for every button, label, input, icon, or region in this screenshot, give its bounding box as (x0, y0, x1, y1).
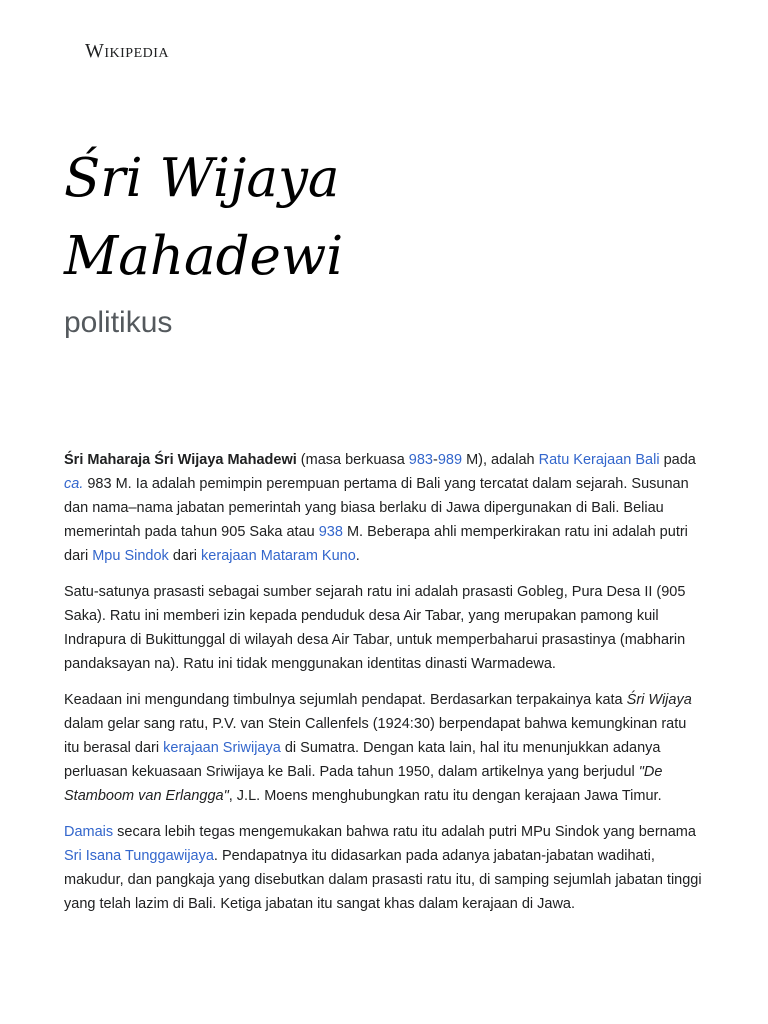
article-text: Satu-satunya prasasti sebagai sumber sejarah ratu ini adalah prasasti Gobleg, Pura Desa II (905 Saka). Ratu ini memberi izin kepada penduduk desa Air Tabar, yang merupakan pamong kuil Indrapura di Bukittunggal di wilayah desa Air Tabar, untuk memperbaharui prasastinya (mabharin pandaksayan na). Ratu ini tidak menggunakan identitas dinasti Warmadewa. (64, 584, 686, 672)
article-text: M), adalah (462, 452, 539, 468)
article-text: - (433, 452, 438, 468)
article-text: , J.L. Moens menghubungkan ratu itu dengan kerajaan Jawa Timur. (228, 788, 662, 804)
page-title (64, 140, 704, 296)
article-link[interactable]: kerajaan Sriwijaya (163, 740, 281, 756)
article-text: . Pendapatnya itu didasarkan pada adanya jabatan-jabatan wadihati, makudur, dan pangkaja yang disebutkan dalam prasasti ratu itu, di samping sejumlah jabatan tinggi yang telah lazim di Bali. Ketiga jabatan itu sangat khas dalam kerajaan di Jawa. (64, 848, 702, 912)
article-text: (masa berkuasa (296, 452, 409, 468)
article-link[interactable]: Ratu (538, 452, 570, 468)
article-paragraph (64, 448, 704, 568)
article-link[interactable]: 938 (318, 524, 343, 540)
article-link[interactable]: ca. (64, 476, 84, 492)
article-text: pada (659, 452, 696, 468)
page-title-line-1: Śri Wijaya (64, 148, 340, 209)
page-subtitle: politikus (64, 306, 173, 339)
article-link[interactable]: 983 (408, 452, 433, 468)
article-text: "De Stamboom van Erlangga" (64, 764, 663, 804)
bold-text: Śri Maharaja Śri Wijaya Mahadewi (64, 452, 297, 468)
article-link[interactable]: 989 (437, 452, 463, 468)
article-text: dari (168, 548, 202, 564)
article-text: Keadaan ini mengundang timbulnya sejumlah pendapat. Berdasarkan terpakainya kata (64, 692, 627, 708)
page-title-line-2: Mahadewi (64, 226, 344, 287)
article-text: M. Beberapa ahli memperkirakan ratu ini adalah putri dari (64, 524, 688, 564)
article-text: Śri Wijaya (626, 692, 692, 708)
article-link[interactable]: Mpu Sindok (92, 548, 169, 564)
article-text: 983 M. Ia adalah pemimpin perempuan pertama di Bali yang tercatat dalam sejarah. Susunan dan nama–nama jabatan pemerintah yang biasa berlaku di Jawa dipergunakan di Bali. Beliau memerintah pada tahun 905 Saka atau (64, 476, 689, 540)
article-text: di Sumatra. Dengan kata lain, hal itu menunjukkan adanya perluasan kekuasaan Sriwijaya ke Bali. Pada tahun 1950, dalam artikelnya yang berjudul (64, 740, 661, 780)
article-link[interactable]: Kerajaan Bali (573, 452, 660, 468)
article-link[interactable]: Damais (64, 824, 114, 840)
wikipedia-wordmark[interactable]: Wikipedia (85, 40, 170, 62)
article-body (64, 448, 704, 928)
article-text: . (355, 548, 360, 564)
article-paragraph (64, 688, 704, 808)
article-link[interactable]: Sri Isana Tunggawijaya (64, 848, 214, 864)
article-paragraph (64, 820, 704, 916)
article-text: secara lebih tegas mengemukakan bahwa ratu itu adalah putri MPu Sindok yang bernama (113, 824, 696, 840)
article-link[interactable]: kerajaan Mataram Kuno (201, 548, 356, 564)
article-paragraph (64, 580, 704, 676)
article-text: dalam gelar sang ratu, P.V. van Stein Callenfels (1924:30) berpendapat bahwa kemungkinan ratu itu berasal dari (64, 716, 687, 756)
